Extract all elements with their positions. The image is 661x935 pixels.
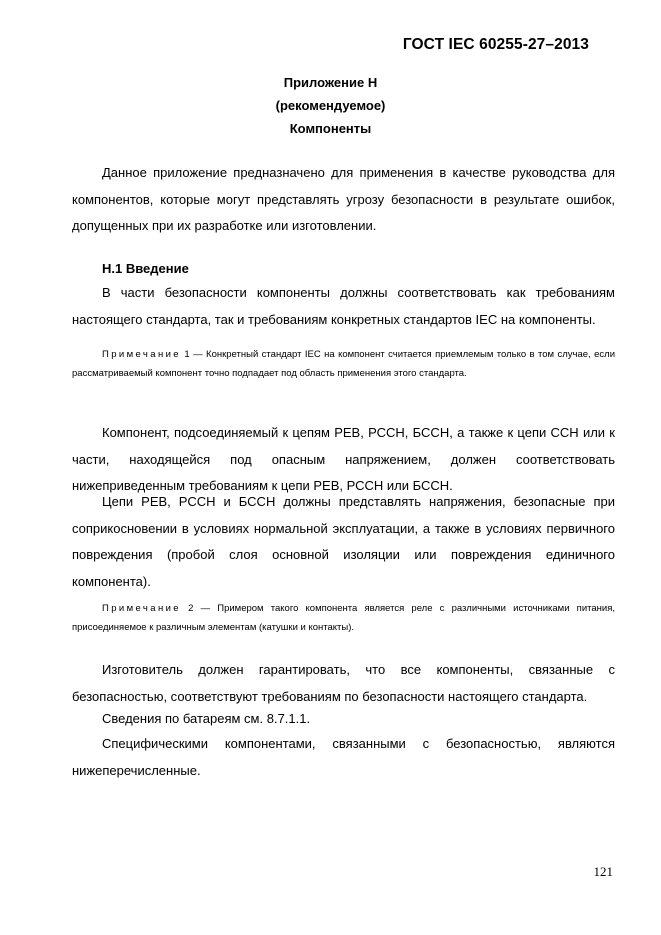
appendix-status: (рекомендуемое) [275, 98, 386, 113]
paragraph-1: В части безопасности компоненты должны соответствовать как требованиям настоящего стандарта, так и требованиям конкретных стандартов IEC на компоненты. [72, 285, 615, 327]
note-1-label: Примечание [102, 349, 181, 360]
appendix-title: Приложение Н [283, 75, 378, 90]
appendix-subject: Компоненты [289, 121, 372, 136]
note-1 [72, 345, 615, 383]
paragraph-3: Цепи РЕВ, РССН и БССН должны представлять напряжения, безопасные при соприкосновении в условиях нормальной эксплуатации, а также в условиях первичного повреждения (пробой слоя основной изоляции или повреждения единичного компонента). [72, 494, 615, 589]
intro-paragraph: Данное приложение предназначено для применения в качестве руководства для компонентов, которые могут представлять угрозу безопасности в результате ошибок, допущенных при их разработке или изготовлении. [72, 165, 615, 233]
note-1-text: 1 — Конкретный стандарт IEC на компонент считается приемлемым только в том случае, если рассматриваемый компонент точно подпадает под область применения этого стандарта. [72, 349, 615, 379]
note-2-text: 2 — Примером такого компонента является реле с различными источниками питания, присоединяемое к различным элементам (катушки и контакты). [72, 603, 615, 633]
document-standard-number: ГОСТ IEC 60255-27–2013 [402, 36, 589, 53]
page-number: 121 [593, 864, 613, 879]
section-heading: Н.1 Введение [102, 261, 189, 276]
paragraph-6: Специфическими компонентами, связанными с безопасностью, являются нижеперечисленные. [72, 736, 615, 778]
note-2 [72, 599, 615, 637]
paragraph-4: Изготовитель должен гарантировать, что все компоненты, связанные с безопасностью, соответствуют требованиям по безопасности настоящего стандарта. [72, 662, 615, 704]
paragraph-5: Сведения по батареям см. 8.7.1.1. [102, 711, 311, 726]
note-2-label: Примечание [102, 603, 181, 614]
paragraph-2: Компонент, подсоединяемый к цепям РЕВ, РССН, БССН, а также к цепи ССН или к части, находящейся под опасным напряжением, должен соответствовать нижеприведенным требованиям к цепи РЕВ, РССН или БССН. [72, 425, 615, 493]
